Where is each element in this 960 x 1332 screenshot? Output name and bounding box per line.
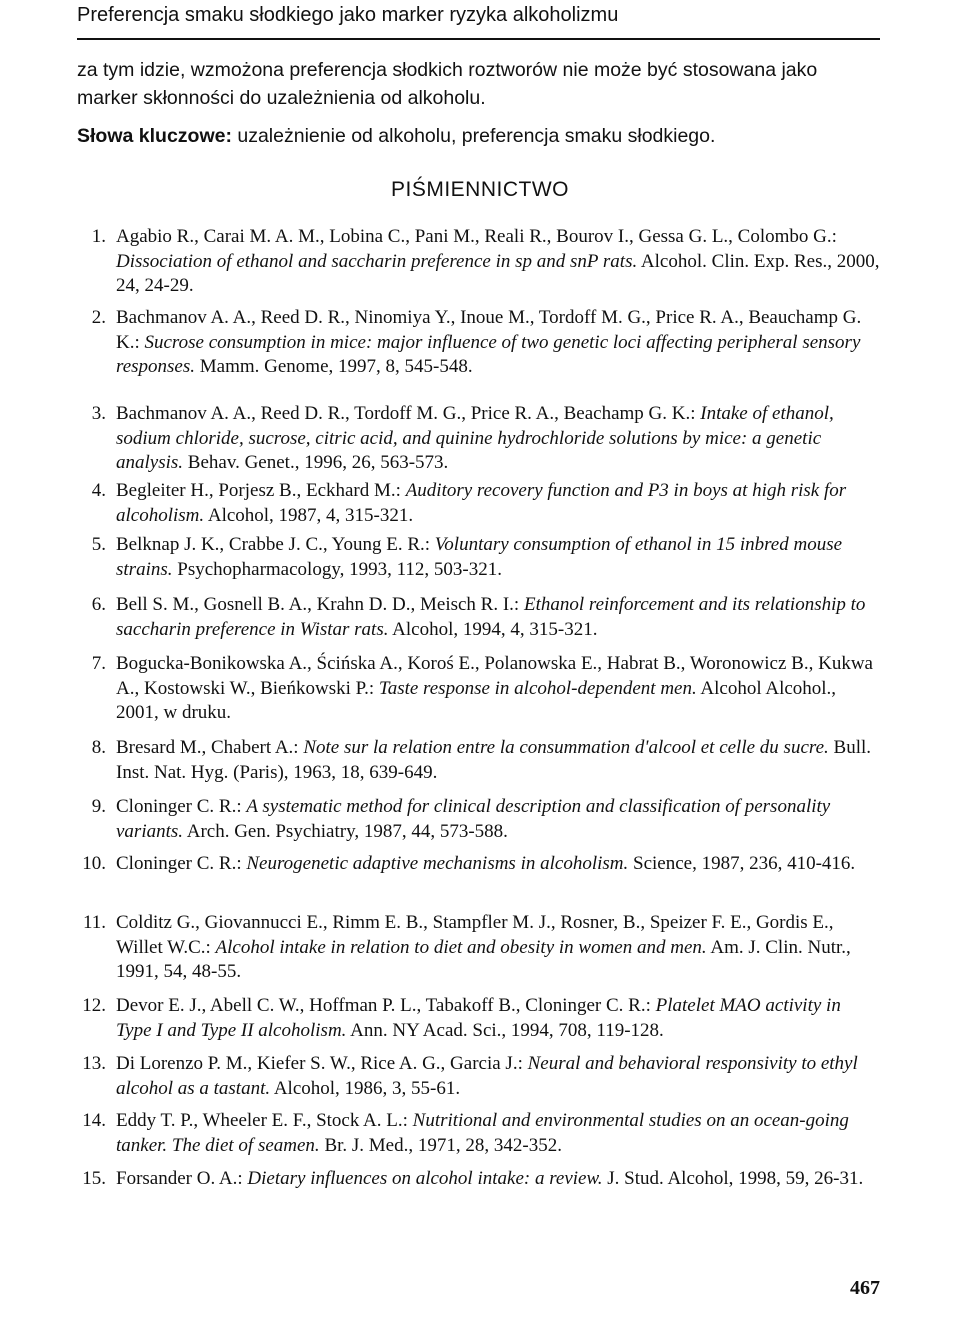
reference-authors: Bell S. M., Gosnell B. A., Krahn D. D., Meisch R. I.: xyxy=(116,594,524,615)
reference-item xyxy=(91,402,880,476)
reference-source: Alcohol, 1994, 4, 315-321. xyxy=(388,618,598,640)
reference-source: Psychopharmacology, 1993, 112, 503-321. xyxy=(172,558,502,580)
reference-title: Taste response in alcohol-dependent men. xyxy=(378,677,697,699)
reference-title: Neurogenetic adaptive mechanisms in alcoholism. xyxy=(246,853,629,874)
keywords-label: Słowa kluczowe: xyxy=(77,125,232,147)
reference-item xyxy=(91,306,880,380)
reference-title: Voluntary consumption of ethanol in 15 inbred mouse strains. xyxy=(116,534,843,580)
reference-title: Neural and behavioral responsivity to ethyl alcohol as a tastant. xyxy=(116,1053,858,1099)
reference-item xyxy=(91,795,880,844)
section-heading: PIŚMIENNICTWO xyxy=(391,178,569,201)
reference-title: Alcohol intake in relation to diet and obesity in women and men. xyxy=(215,936,707,958)
reference-number: 13. xyxy=(82,1053,106,1074)
keywords-line xyxy=(77,122,880,150)
reference-source: Br. J. Med., 1971, 28, 342-352. xyxy=(319,1134,562,1156)
reference-number: 8. xyxy=(91,737,106,758)
reference-title: Dietary influences on alcohol intake: a review. xyxy=(247,1168,603,1189)
reference-authors: Bogucka-Bonikowska A., Ścińska A., Koroś E., Polanowska E., Habrat B., Woronowicz B., Kukwa A., Kostowski W., Bieńkowski P.: xyxy=(116,653,873,699)
reference-item xyxy=(91,736,880,785)
reference-source: Arch. Gen. Psychiatry, 1987, 44, 573-588. xyxy=(183,820,508,842)
reference-source: Alcohol, 1986, 3, 55-61. xyxy=(270,1077,461,1099)
reference-number: 7. xyxy=(91,653,106,674)
reference-item xyxy=(82,994,880,1043)
reference-number: 1. xyxy=(91,226,106,247)
reference-authors: Bachmanov A. A., Reed D. R., Ninomiya Y., Inoue M., Tordoff M. G., Price R. A., Beauchamp G. K.: xyxy=(116,307,862,353)
reference-number: 5. xyxy=(91,534,106,555)
intro-paragraph: za tym idzie, wzmożona preferencja słodkich roztworów nie może być stosowana jako marker skłonności do uzależnienia od alkoholu. xyxy=(77,59,818,109)
reference-number: 10. xyxy=(82,853,106,874)
keywords-text: uzależnienie od alkoholu, preferencja smaku słodkiego. xyxy=(231,125,716,147)
reference-source: Am. J. Clin. Nutr., 1991, 54, 48-55. xyxy=(116,936,851,982)
reference-item xyxy=(91,652,880,726)
reference-item xyxy=(82,852,880,877)
reference-source: Alcohol. Clin. Exp. Res., 2000, 24, 24-29. xyxy=(116,250,880,296)
reference-authors: Cloninger C. R.: xyxy=(116,853,247,874)
reference-title: A systematic method for clinical description and classification of personality variants. xyxy=(116,796,831,842)
reference-number: 15. xyxy=(82,1168,106,1189)
reference-number: 14. xyxy=(82,1110,106,1131)
reference-authors: Agabio R., Carai M. A. M., Lobina C., Pani M., Reali R., Bourov I., Gessa G. L., Colombo G.: xyxy=(116,226,837,247)
reference-authors: Forsander O. A.: xyxy=(116,1168,248,1189)
reference-item xyxy=(91,225,880,299)
reference-item xyxy=(91,593,880,642)
reference-title: Intake of ethanol, sodium chloride, sucrose, citric acid, and quinine hydrochloride solutions by mice: a genetic analysis. xyxy=(116,403,834,473)
reference-authors: Cloninger C. R.: xyxy=(116,796,247,817)
reference-title: Sucrose consumption in mice: major influence of two genetic loci affecting peripheral sensory responses. xyxy=(116,331,861,377)
reference-authors: Colditz G., Giovannucci E., Rimm E. B., Stampfler M. J., Rosner, B., Speizer F. E., Gordis E., Willet W.C.: xyxy=(116,912,834,958)
reference-number: 6. xyxy=(91,594,106,615)
reference-source: Bull. Inst. Nat. Hyg. (Paris), 1963, 18, 639-649. xyxy=(116,737,871,783)
reference-authors: Eddy T. P., Wheeler E. F., Stock A. L.: xyxy=(116,1110,413,1131)
running-header: Preferencja smaku słodkiego jako marker ryzyka alkoholizmu xyxy=(77,4,619,26)
reference-authors: Bresard M., Chabert A.: xyxy=(116,737,304,758)
reference-source: Ann. NY Acad. Sci., 1994, 708, 119-128. xyxy=(346,1019,664,1041)
header-rule xyxy=(77,38,880,40)
reference-source: J. Stud. Alcohol, 1998, 59, 26-31. xyxy=(602,1168,864,1189)
reference-item xyxy=(82,1052,880,1101)
reference-title: Ethanol reinforcement and its relationship to saccharin preference in Wistar rats. xyxy=(116,594,866,640)
reference-number: 2. xyxy=(91,307,106,328)
reference-authors: Bachmanov A. A., Reed D. R., Tordoff M. G., Price R. A., Beachamp G. K.: xyxy=(116,403,701,424)
reference-source: Science, 1987, 236, 410-416. xyxy=(628,853,856,874)
reference-number: 3. xyxy=(91,403,106,424)
reference-number: 12. xyxy=(82,995,106,1016)
page-number: 467 xyxy=(850,1277,880,1299)
reference-number: 11. xyxy=(82,912,106,933)
reference-title: Platelet MAO activity in Type I and Type II alcoholism. xyxy=(116,995,841,1041)
reference-number: 9. xyxy=(91,796,106,817)
reference-title: Note sur la relation entre la consummation d'alcool et celle du sucre. xyxy=(303,737,829,758)
reference-item xyxy=(91,479,880,528)
reference-source: Mamm. Genome, 1997, 8, 545-548. xyxy=(195,356,473,377)
reference-authors: Devor E. J., Abell C. W., Hoffman P. L., Tabakoff B., Cloninger C. R.: xyxy=(116,995,656,1016)
reference-item xyxy=(82,911,880,985)
reference-item xyxy=(82,1167,880,1192)
reference-source: Alcohol Alcohol., 2001, w druku. xyxy=(116,677,837,723)
reference-authors: Belknap J. K., Crabbe J. C., Young E. R.: xyxy=(116,534,435,555)
reference-item xyxy=(82,1109,880,1158)
reference-title: Auditory recovery function and P3 in boys at high risk for alcoholism. xyxy=(116,480,847,526)
reference-title: Dissociation of ethanol and saccharin preference in sp and snP rats. xyxy=(116,250,638,272)
reference-authors: Di Lorenzo P. M., Kiefer S. W., Rice A. G., Garcia J.: xyxy=(116,1053,528,1074)
reference-source: Alcohol, 1987, 4, 315-321. xyxy=(204,504,414,526)
reference-source: Behav. Genet., 1996, 26, 563-573. xyxy=(183,452,449,473)
reference-item xyxy=(91,533,880,582)
reference-authors: Begleiter H., Porjesz B., Eckhard M.: xyxy=(116,480,406,501)
reference-title: Nutritional and environmental studies on an ocean-going tanker. The diet of seamen. xyxy=(116,1110,849,1156)
reference-number: 4. xyxy=(91,480,106,501)
